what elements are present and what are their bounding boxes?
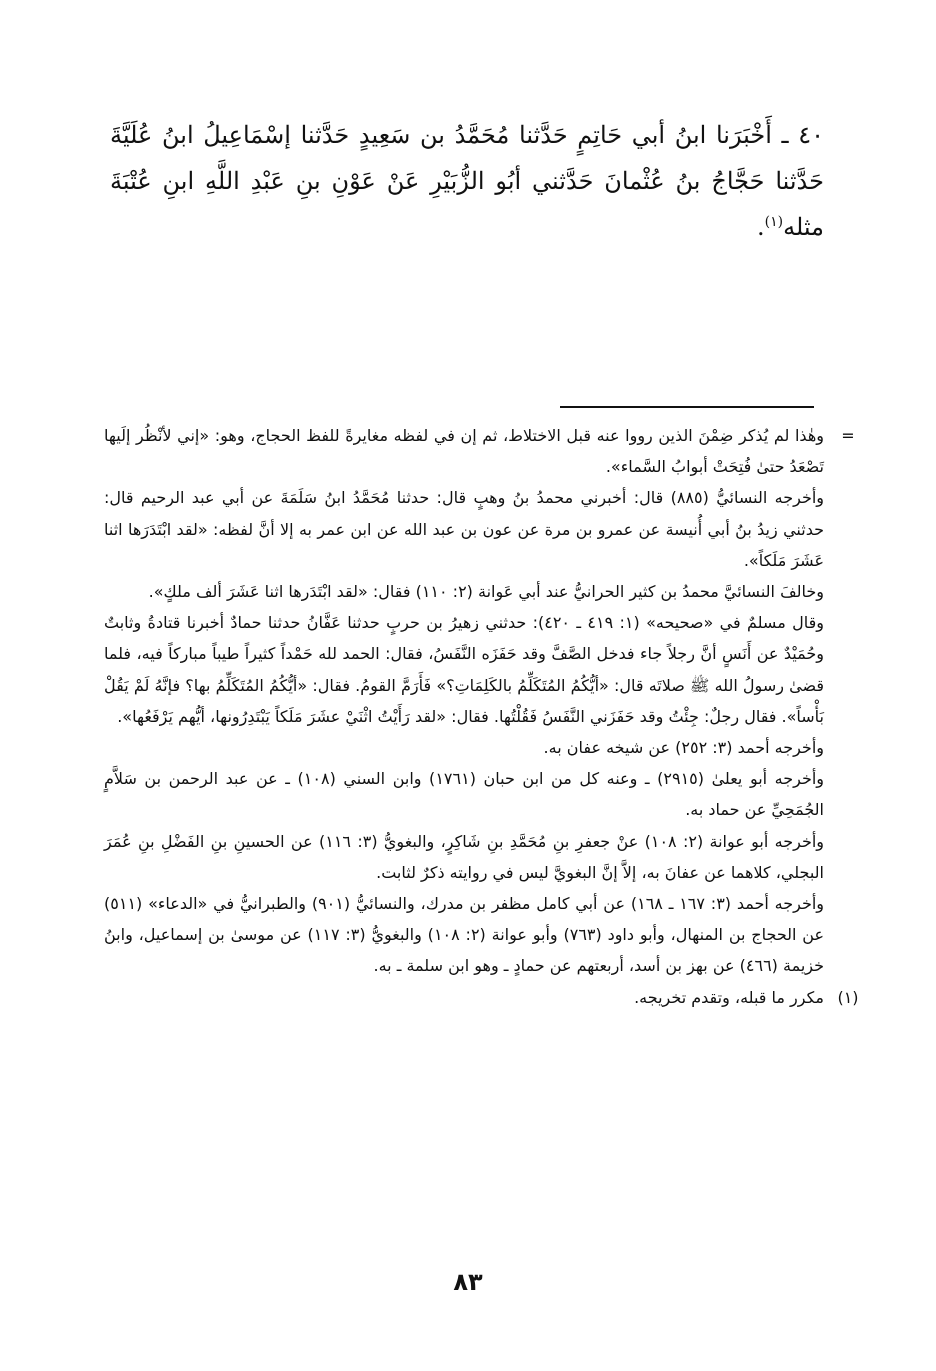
continuation-marker: = [841,426,855,445]
footnote-paragraph: وأخرجه أحمد (٣: ٢٥٢) عن شيخه عفان به. [543,738,824,758]
footnote-1 [104,982,859,1013]
footnote-1-marker: (١) [837,987,859,1007]
footnote-paragraph: وأخرجه أحمد (٣: ١٦٧ ـ ١٦٨) عن أبي كامل مظفر بن مدرك، والنسائيُّ (٩٠١) والطبرانيُّ في «الدعاء» (٥١١) عن الحجاج بن المنهال، وأبو داود (٧٦٣) وأبو عوانة (٢: ١٠٨) والبغويُّ (٣: ١١٧) عن موسىٰ بن إسماعيل، وابنُ خزيمة (٤٦٦) عن بهز بن أسد، أربعتهم عن حمادٍ ـ وهو ابن سلمة ـ به. [104,894,825,976]
main-text [110,112,824,250]
footnote-paragraph: وهٰذا لم يُذكر ضِمْنَ الذين رووا عنه قبل الاختلاط، ثم إن في لفظه مغايرةً للفظ الحجاج، وهو: «إني لأنْظُر إلَيها تَصْعَدُ حتىٰ فُتِحَتْ أبوابُ السَّماء». [104,426,824,477]
footnote-separator [560,406,814,408]
end-mark: . [756,213,765,241]
hadith-paragraph [110,112,824,250]
hadith-text: ٤٠ ـ أَخْبَرَنا ابنُ أبي حَاتِمٍ حَدَّثنا مُحَمَّدُ بن سَعِيدٍ حَدَّثنا إسْمَاعِيلُ ابنُ عُلَيَّةَ حَدَّثنا حَجَّاجُ بنُ عُثْمانَ حَدَّثني أبُو الزُّبَيْرِ عَنْ عَوْنِ بنِ عَبْدِ اللَّهِ ابنِ عُتْبَةَ مثله [110,121,824,241]
footnotes [104,420,859,1013]
footnote-paragraph: وأخرجه النسائيُّ (٨٨٥) قال: أخبرني محمدُ بنُ وهبٍ قال: حدثنا مُحَمَّدُ ابنُ سَلَمَةَ عن أبي عبد الرحيم قال: حدثني زيدُ بنُ أبي أُنيسة عن عمرو بن مرة عن عون بن عبد الله عن ابن عمر به إلا أنَّ لفظه: «لقد ابْتَدَرَها اثنا عَشَرَ مَلَكاً». [104,488,824,570]
footnote-reference[interactable]: (١) [764,214,784,230]
footnote-paragraph: وأخرجه أبو يعلىٰ (٢٩١٥) ـ وعنه كل من ابن حبان (١٧٦١) وابن السني (١٠٨) ـ عن عبد الرحمن بن سَلاَّمٍ الجُمَحِيِّ عن حماد به. [104,769,825,820]
footnote-continuation [104,420,855,482]
footnote-1-text: مكرر ما قبله، وتقدم تخريجه. [634,987,824,1007]
footnote-paragraph: وأخرجه أبو عوانة (٢: ١٠٨) عنْ جعفرِ بنِ مُحَمَّدِ بنِ شَاكِرٍ، والبغويُّ (٣: ١١٦) عن الحسينِ بنِ الفَضْلِ بنِ عُمَرَ البجلي، كلاهما عن عفانَ به، إلاَّ إنَّ البغويَّ ليس في روايته ذكرٌ لثابت. [104,831,825,882]
footnote-paragraph: وقال مسلمٌ في «صحيحه» (١: ٤١٩ ـ ٤٢٠): حدثني زهيرُ بن حربٍ حدثنا عَفَّانُ حدثنا حمادٌ أخبرنا قتادةُ وثابتٌ وحُمَيْدٌ عن أَنَسٍ أنَّ رجلاً جاء فدخل الصَّفَّ وقد حَفَزَه النَّفَسُ، فقال: الحمد لله حَمْداً كثيراً طيباً مباركاً فيه، فلما قضىٰ رسولُ الله ﷺ صلاتَه قال: «أيُّكُمُ المُتَكَلِّمُ بالكَلِمَاتِ؟» فَأَرَمَّ القومُ. فقال: «أيُّكُمُ المُتَكَلِّمُ بها؟ فإنَّهُ لَمْ يَقُلْ بَأْساً». فقال رجلٌ: جِئْتُ وقد حَفَزَني النَّفَسُ فَقُلْتُها. فقال: «لقد رَأَيْتُ اثْنَيْ عشَرَ مَلَكاً يَبْتَدِرُونها، أيُّهم يَرْفَعُها». [104,613,824,726]
page-number: ٨٣ [453,1268,483,1296]
footnote-paragraph: وخالفَ النسائيَّ محمدُ بن كثير الحرانيُّ عند أبي عَوانة (٢: ١١٠) فقال: «لقد ابْتَدَرها اثنا عَشَرَ ألف ملكٍ». [148,582,824,602]
